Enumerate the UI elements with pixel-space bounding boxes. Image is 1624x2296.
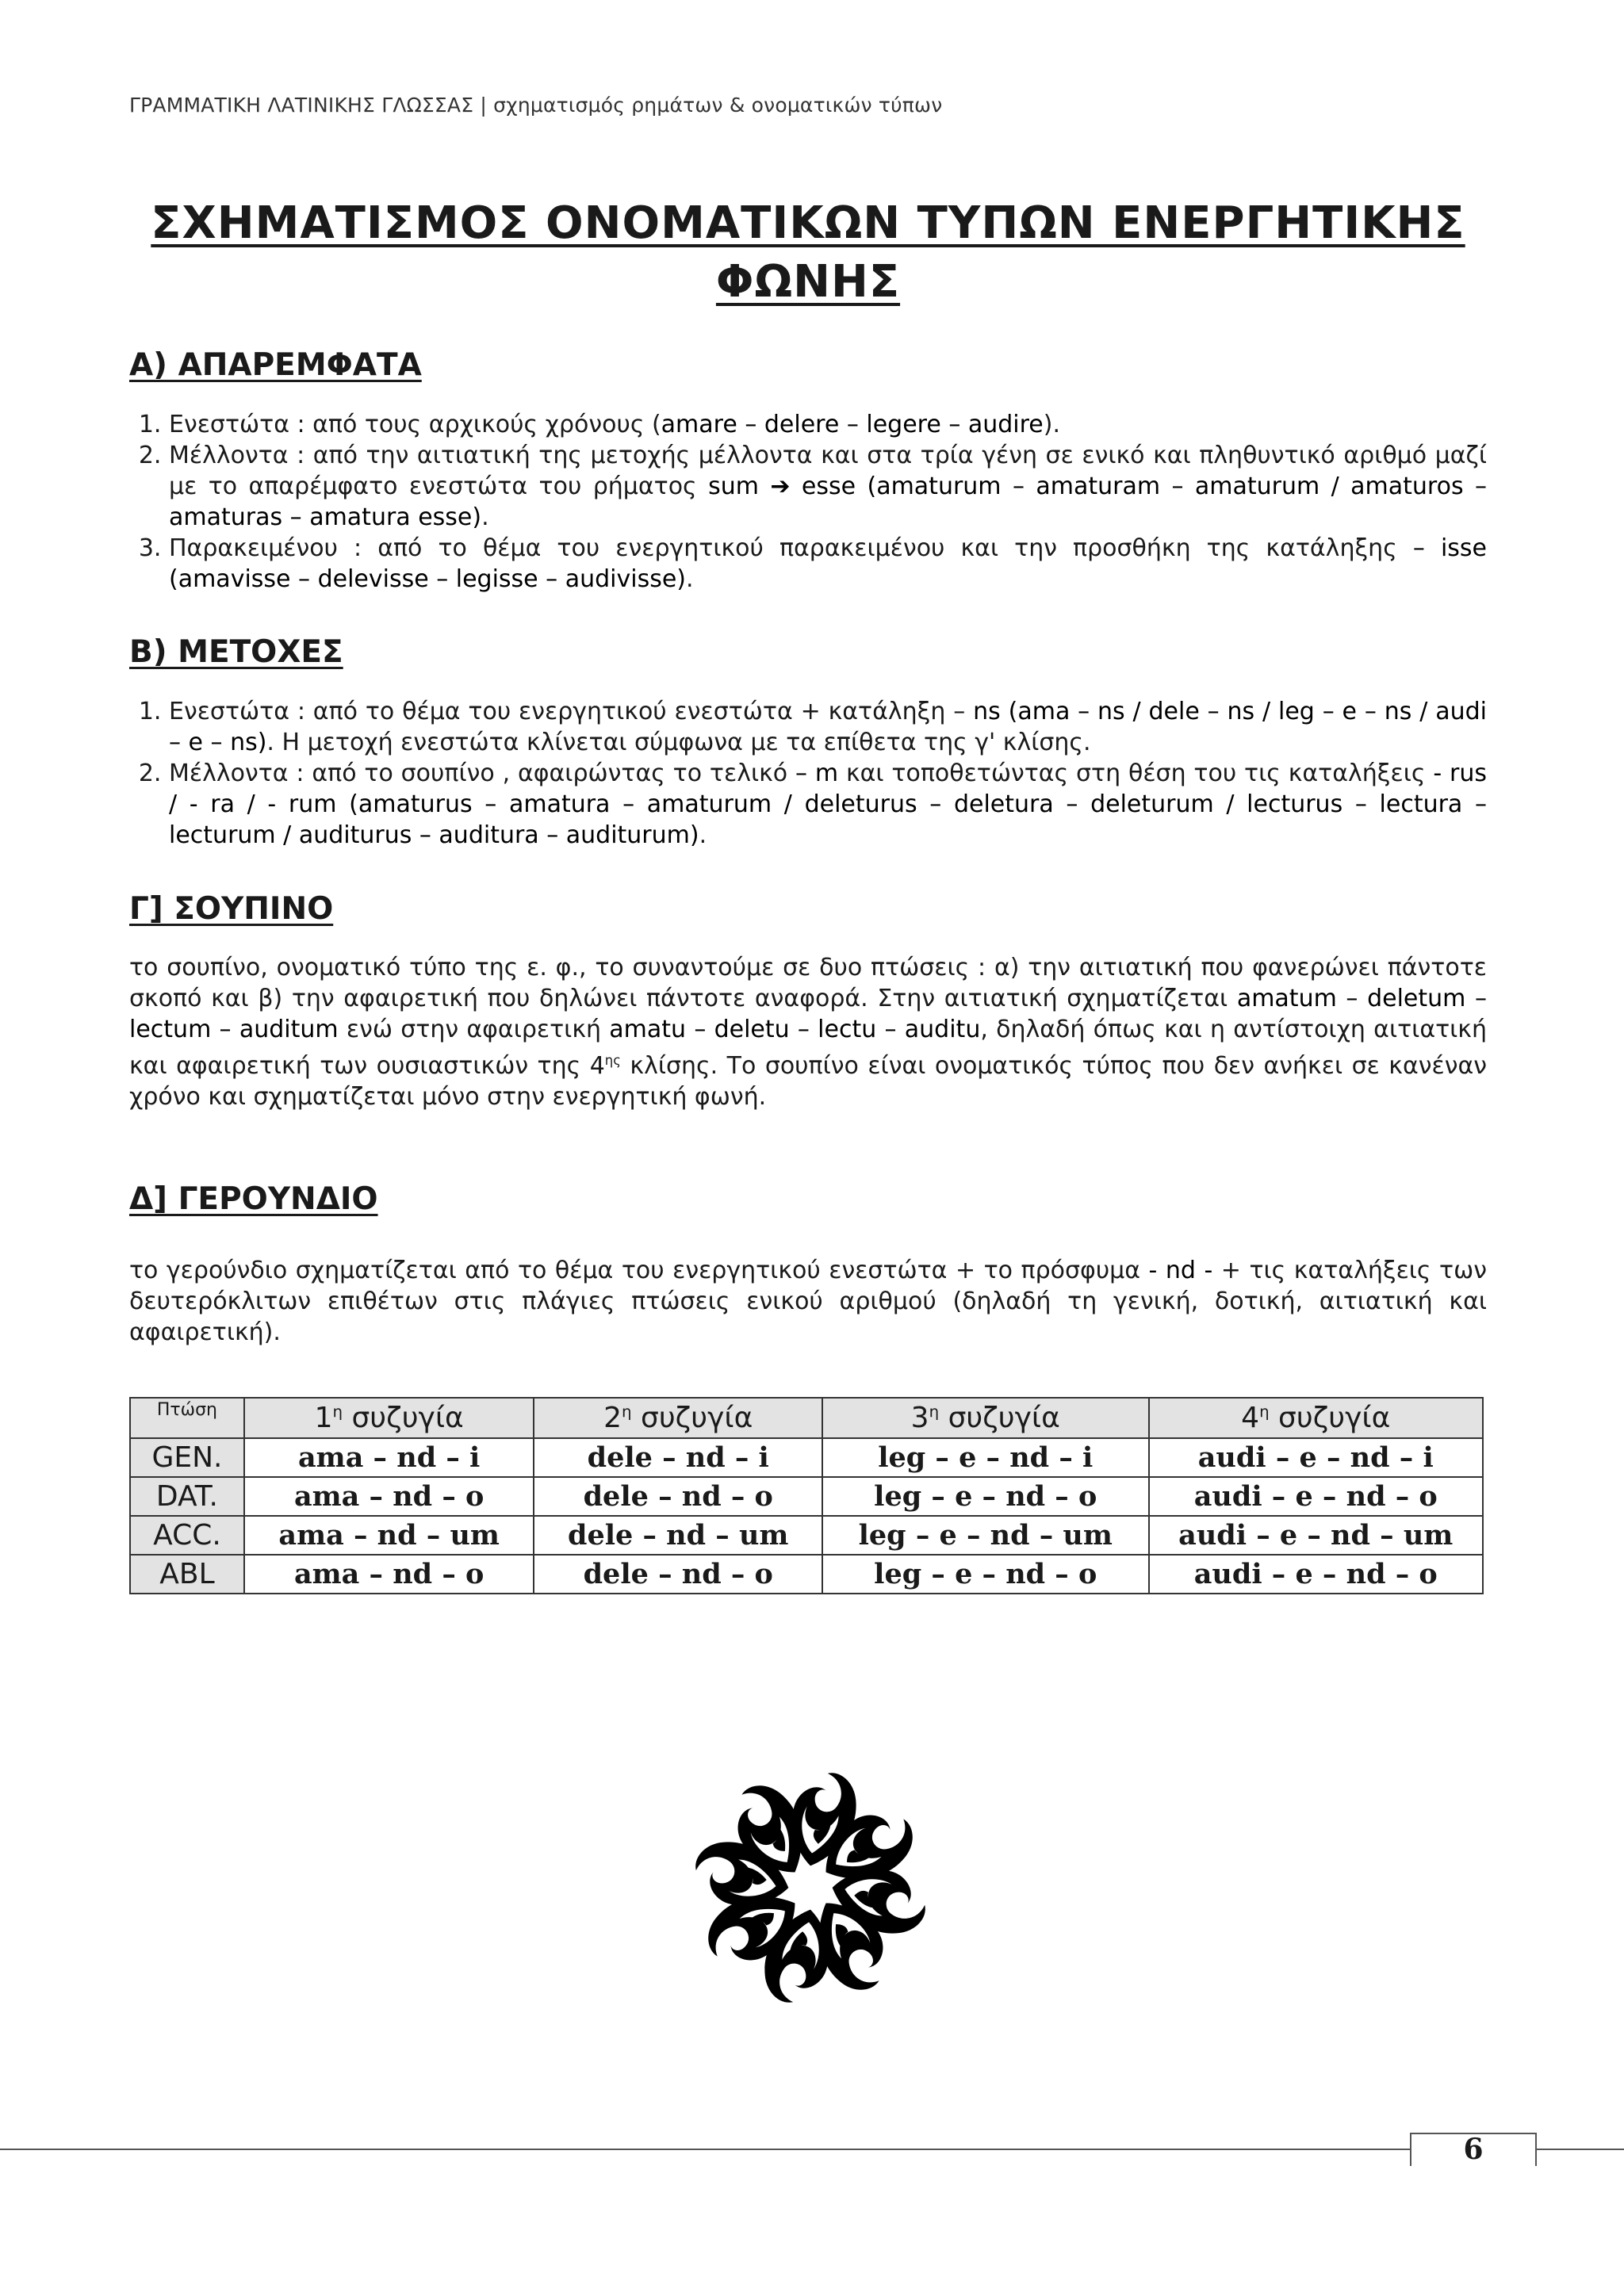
form-cell: leg – e – nd – o — [822, 1555, 1148, 1594]
form-cell: leg – e – nd – um — [822, 1516, 1148, 1555]
page-title-line-1: ΣΧΗΜΑΤΙΣΜΟΣ ΟΝΟΜΑΤΙΚΩΝ ΤΥΠΩΝ ΕΝΕΡΓΗΤΙΚΗΣ — [151, 197, 1465, 249]
column-header-conj-1 — [244, 1398, 534, 1438]
list-item — [169, 440, 1487, 533]
table-row — [130, 1438, 1483, 1477]
paragraph-text: + τις καταλήξεις των δευτερόκλιτων επιθέτων στις πλάγιες πτώσεις ενικού αριθμού (δηλαδή τη γενική, δοτική, αιτιατική και αφαιρετική). — [129, 1257, 1487, 1346]
gerund-table — [129, 1397, 1484, 1594]
section-heading-gerund: Δ] ΓΕΡΟΥΝΔΙΟ — [129, 1181, 378, 1217]
list-item — [169, 409, 1487, 440]
form-cell: dele – nd – i — [534, 1438, 822, 1477]
form-cell: ama – nd – o — [244, 1555, 534, 1594]
ordinal-suffix: ης — [604, 1053, 621, 1068]
table-row — [130, 1555, 1483, 1594]
list-item — [169, 758, 1487, 851]
latin-forms: – isse (amavisse – delevisse – legisse – audivisse) — [169, 534, 1487, 593]
form-cell: ama – nd – um — [244, 1516, 534, 1555]
section-infinitives-list — [129, 409, 1487, 595]
section-supine-text — [129, 952, 1487, 1112]
ordinal-suffix: η — [1259, 1402, 1270, 1421]
list-item — [169, 696, 1487, 758]
section-heading-infinitives: Α) ΑΠΑΡΕΜΦΑΤΑ — [129, 347, 422, 383]
section-heading-supine: Γ] ΣΟΥΠΙΝΟ — [129, 891, 334, 927]
item-text: Παρακειμένου : από το θέμα του ενεργητικού παρακειμένου και την προσθήκη της κατάληξης — [169, 534, 1413, 562]
case-cell: DAT. — [130, 1477, 244, 1516]
conj-number: 1 — [314, 1402, 333, 1434]
case-cell: ACC. — [130, 1516, 244, 1555]
page-title-line-2: ΦΩΝΗΣ — [715, 256, 901, 308]
conj-number: 3 — [910, 1402, 929, 1434]
case-cell: GEN. — [130, 1438, 244, 1477]
column-header-conj-2 — [534, 1398, 822, 1438]
form-cell: ama – nd – i — [244, 1438, 534, 1477]
paragraph — [129, 1255, 1487, 1348]
page-title — [129, 194, 1487, 312]
form-cell: dele – nd – o — [534, 1555, 822, 1594]
latin-forms: ns (ama – ns / dele – ns / leg – e – ns / audi – e – ns) — [169, 698, 1487, 756]
conj-number: 2 — [603, 1402, 622, 1434]
paisley-rosette-icon — [685, 1762, 936, 2013]
conj-label: συζυγία — [343, 1402, 464, 1434]
section-participles-list — [129, 696, 1487, 851]
form-cell: leg – e – nd – o — [822, 1477, 1148, 1516]
item-text: ). — [1043, 411, 1061, 438]
paragraph-text: ενώ στην αφαιρετική — [338, 1016, 610, 1043]
item-text: . — [699, 821, 707, 849]
ordinal-suffix: η — [332, 1402, 343, 1421]
paragraph — [129, 952, 1487, 1112]
item-text: . Η μετοχή ενεστώτα κλίνεται σύμφωνα με τα επίθετα της γ' κλίσης. — [266, 729, 1091, 756]
latin-forms: – m — [795, 760, 839, 787]
item-text: . — [686, 565, 694, 593]
latin-forms: amare – delere – legere – audire — [661, 411, 1044, 438]
item-text: Μέλλοντα : από την αιτιατική της μετοχής μέλλοντα και στα τρία γένη σε ενικό και πληθυντικό αριθμό μαζί με το απαρέμφατο ενεστώτα του ρήματος — [169, 442, 1487, 500]
paragraph-text: , δηλαδή όπως και η αντίστοιχη αιτιατική και αφαιρετική των ουσιαστικών της 4 — [129, 1016, 1488, 1080]
form-cell: audi – e – nd – um — [1149, 1516, 1484, 1555]
latin-forms: amatu – deletu – lectu – auditu — [609, 1016, 981, 1043]
column-header-conj-3 — [822, 1398, 1148, 1438]
case-column-header: Πτώση — [130, 1398, 244, 1438]
item-text: Ενεστώτα : από τους αρχικούς χρόνους ( — [169, 411, 661, 438]
form-cell: audi – e – nd – o — [1149, 1555, 1484, 1594]
latin-forms: amatum – deletum – lectum – auditum — [129, 985, 1487, 1043]
table-row — [130, 1477, 1483, 1516]
form-cell: dele – nd – um — [534, 1516, 822, 1555]
conj-label: συζυγία — [631, 1402, 753, 1434]
case-cell: ABL — [130, 1555, 244, 1594]
latin-forms: sum ➔ esse (amaturum – amaturam – amaturum / amaturos – amaturas – amatura esse) — [169, 473, 1487, 531]
page-number: 6 — [1463, 2133, 1484, 2166]
column-header-conj-4 — [1149, 1398, 1484, 1438]
list-item — [169, 533, 1487, 595]
ordinal-suffix: η — [622, 1402, 632, 1421]
footer-rule-left — [0, 2149, 1410, 2150]
form-cell: audi – e – nd – o — [1149, 1477, 1484, 1516]
table-header-row — [130, 1398, 1483, 1438]
form-cell: ama – nd – o — [244, 1477, 534, 1516]
item-text: . — [481, 503, 489, 531]
form-cell: dele – nd – o — [534, 1477, 822, 1516]
latin-forms: - rus / - ra / - rum (amaturus – amatura – amaturum / deleturus – deletura – deleturum / lecturus – lectura – lecturum / auditurus – auditura – auditurum) — [169, 760, 1487, 849]
section-heading-participles: Β) ΜΕΤΟΧΕΣ — [129, 634, 343, 670]
running-head: ΓΡΑΜΜΑΤΙΚΗ ΛΑΤΙΝΙΚΗΣ ΓΛΩΣΣΑΣ | σχηματισμός ρημάτων & ονοματικών τύπων — [129, 94, 943, 117]
table-row — [130, 1516, 1483, 1555]
item-text: Ενεστώτα : από το θέμα του ενεργητικού ενεστώτα + κατάληξη – — [169, 698, 974, 725]
section-gerund-text — [129, 1255, 1487, 1348]
latin-forms: - nd - — [1148, 1257, 1213, 1284]
conj-label: συζυγία — [939, 1402, 1060, 1434]
ordinal-suffix: η — [929, 1402, 940, 1421]
paragraph-text: κλίσης. Το σουπίνο είναι ονοματικός τύπος που δεν ανήκει σε κανέναν χρόνο και σχηματίζεται μόνο στην ενεργητική φωνή. — [129, 1052, 1487, 1111]
paragraph-text: το γερούνδιο σχηματίζεται από το θέμα του ενεργητικού ενεστώτα + το πρόσφυμα — [129, 1257, 1149, 1284]
footer-rule-right — [1535, 2149, 1624, 2150]
form-cell: leg – e – nd – i — [822, 1438, 1148, 1477]
conj-label: συζυγία — [1269, 1402, 1391, 1434]
conj-number: 4 — [1241, 1402, 1260, 1434]
item-text: Μέλλοντα : από το σουπίνο , αφαιρώντας το τελικό — [169, 760, 796, 787]
form-cell: audi – e – nd – i — [1149, 1438, 1484, 1477]
item-text: και τοποθετώντας στη θέση του τις καταλήξεις — [838, 760, 1434, 787]
paragraph-text: το σουπίνο, ονοματικό τύπο της ε. φ., το συναντούμε σε δυο πτώσεις : α) την αιτιατική που φανερώνει πάντοτε σκοπό και β) την αφαιρετική που δηλώνει πάντοτε αναφορά. Στην αιτιατική σχηματίζεται — [129, 954, 1487, 1012]
